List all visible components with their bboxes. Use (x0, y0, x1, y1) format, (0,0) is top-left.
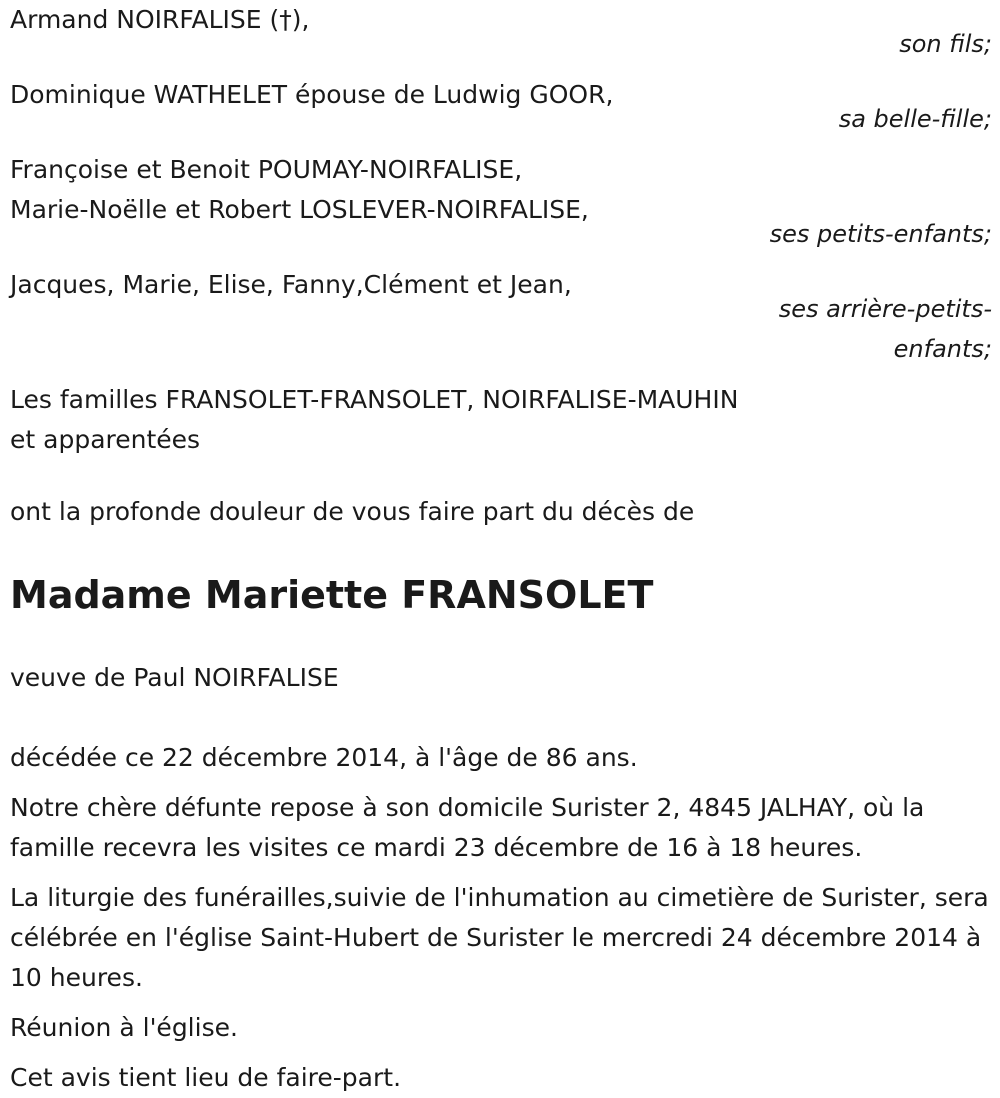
visit-info: Notre chère défunte repose à son domicile Surister 2, 4845 JALHAY, où la famille recevra les visites ce mardi 23 décembre de 16 à 18 heures. (10, 793, 925, 862)
announcement: ont la profonde douleur de vous faire part du décès de (10, 497, 695, 526)
family-role: sa belle-fille; (838, 105, 992, 133)
family-entry-great-grandchildren (10, 265, 992, 369)
family-role: son fils; (899, 30, 992, 58)
meeting-info: Réunion à l'église. (10, 1013, 238, 1042)
widow-of: veuve de Paul NOIRFALISE (10, 663, 339, 692)
families-line: et apparentées (10, 425, 201, 454)
obituary-document (10, 0, 992, 1098)
deceased-name: Madame Mariette FRANSOLET (10, 573, 654, 617)
death-info: décédée ce 22 décembre 2014, à l'âge de 86 ans. (10, 743, 638, 772)
families-line: Les familles FRANSOLET-FRANSOLET, NOIRFALISE-MAUHIN (10, 385, 739, 414)
family-entry-grandchildren (10, 150, 992, 254)
notice: Cet avis tient lieu de faire-part. (10, 1063, 402, 1092)
family-names: Marie-Noëlle et Robert LOSLEVER-NOIRFALISE, (10, 195, 589, 224)
family-names: Dominique WATHELET épouse de Ludwig GOOR, (10, 80, 614, 109)
family-role: ses arrière-petits-enfants; (778, 295, 992, 363)
extended-families (10, 380, 992, 460)
family-role: ses petits-enfants; (769, 220, 992, 248)
family-names: Jacques, Marie, Elise, Fanny,Clément et Jean, (10, 270, 572, 299)
family-names: Françoise et Benoit POUMAY-NOIRFALISE, (10, 155, 523, 184)
family-entry-daughter-in-law (10, 75, 992, 139)
funeral-info: La liturgie des funérailles,suivie de l'inhumation au cimetière de Surister, sera célébrée en l'église Saint-Hubert de Surister le mercredi 24 décembre 2014 à 10 heures. (10, 883, 989, 992)
family-names: Armand NOIRFALISE (†), (10, 5, 310, 34)
family-entry-son (10, 0, 992, 64)
